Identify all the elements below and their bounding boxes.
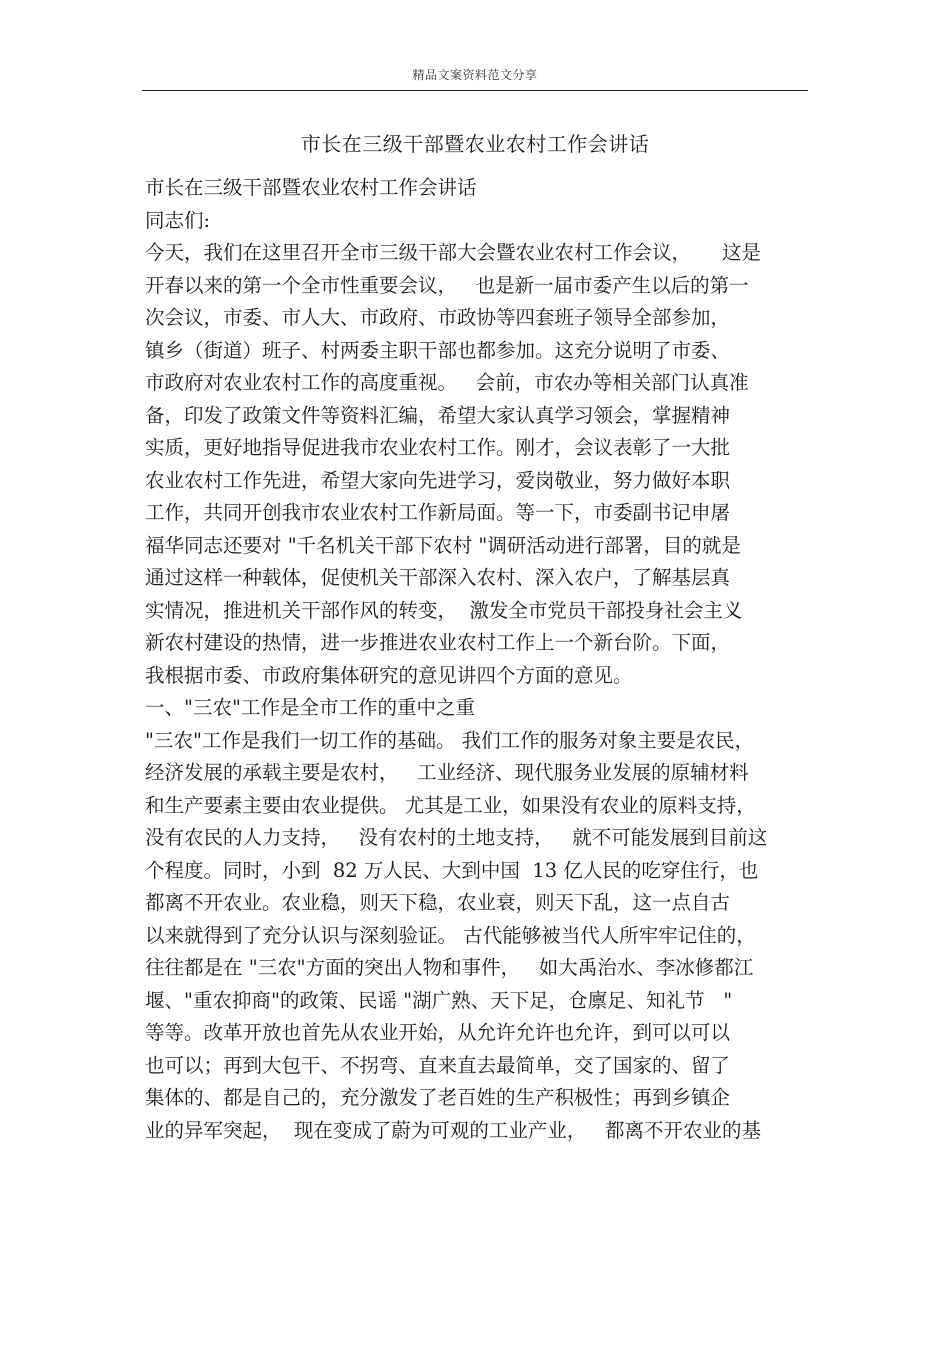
body-line: 经济发展的承载主要是农村， 工业经济、现代服务业发展的原辅材料: [145, 761, 749, 784]
body-line: 次会议，市委、市人大、市政府、市政协等四套班子领导全部参加，: [145, 306, 731, 329]
body-line: 往往都是在 "三农"方面的突出人物和事件， 如大禹治水、李冰修都江: [145, 956, 754, 979]
body-line: 实质，更好地指导促进我市农业农村工作。刚才，会议表彰了一大批: [145, 436, 731, 459]
body-line: 业的异军突起， 现在变成了蔚为可观的工业产业， 都离不开农业的基: [145, 1118, 761, 1142]
body-line: 同志们:: [145, 208, 211, 232]
body-line: 今天，我们在这里召开全市三级干部大会暨农业农村工作会议， 这是: [145, 241, 761, 264]
body-line: 工作，共同开创我市农业农村工作新局面。等一下，市委副书记申屠: [145, 501, 731, 524]
body-line: 市长在三级干部暨农业农村工作会讲话: [145, 176, 477, 199]
body-line: 没有农民的人力支持， 没有农村的土地支持， 就不可能发展到目前这: [145, 826, 768, 849]
body-line: 通过这样一种载体，促使机关干部深入农村、深入农户，了解基层真: [145, 566, 731, 589]
body-line: 农业农村工作先进，希望大家向先进学习，爱岗敬业，努力做好本职: [145, 468, 731, 492]
document-title: 市长在三级干部暨农业农村工作会讲话: [300, 132, 650, 156]
body-line: 市政府对农业农村工作的高度重视。 会前，市农办等相关部门认真准: [145, 371, 749, 394]
body-line: "三农"工作是我们一切工作的基础。 我们工作的服务对象主要是农民，: [145, 728, 755, 752]
body-line: 我根据市委、市政府集体研究的意见讲四个方面的意见。: [145, 663, 633, 687]
body-line: 集体的、都是自己的，充分激发了老百姓的生产积极性；再到乡镇企: [145, 1086, 731, 1109]
body-line: 镇乡（街道）班子、村两委主职干部也都参加。这充分说明了市委、: [145, 338, 731, 362]
body-line: 开春以来的第一个全市性重要会议， 也是新一届市委产生以后的第一: [145, 273, 749, 297]
document-body: [145, 172, 810, 1147]
body-line: 堰、"重农抑商"的政策、民谣 "湖广熟、天下足，仓廪足、知礼节 ": [145, 988, 733, 1012]
header-divider: [142, 90, 808, 91]
body-line: 以来就得到了充分认识与深刻验证。 古代能够被当代人所牢牢记住的，: [145, 923, 756, 947]
body-line: 等等。改革开放也首先从农业开始，从允许允许也允许，到可以可以: [145, 1021, 731, 1044]
section-heading: 一、"三农"工作是全市工作的重中之重: [145, 696, 475, 719]
body-line: 备，印发了政策文件等资料汇编，希望大家认真学习领会，掌握精神: [145, 403, 731, 427]
body-line: 和生产要素主要由农业提供。 尤其是工业，如果没有农业的原料支持，: [145, 793, 756, 817]
body-line: 福华同志还要对 "千名机关干部下农村 "调研活动进行部署，目的就是: [145, 533, 741, 557]
body-line: 也可以；再到大包干、不拐弯、直来直去最简单，交了国家的、留了: [145, 1053, 731, 1077]
body-line: 实情况，推进机关干部作风的转变， 激发全市党员干部投身社会主义: [145, 598, 743, 622]
body-line: 都离不开农业。农业稳，则天下稳，农业衰，则天下乱，这一点自古: [145, 891, 731, 914]
body-line: 个程度。同时，小到 82 万人民、大到中国 13 亿人民的吃穿住行，也: [145, 858, 759, 882]
body-line: 新农村建设的热情，进一步推进农业农村工作上一个新台阶。下面，: [145, 631, 731, 654]
page-header: 精品文案资料范文分享: [412, 68, 538, 82]
